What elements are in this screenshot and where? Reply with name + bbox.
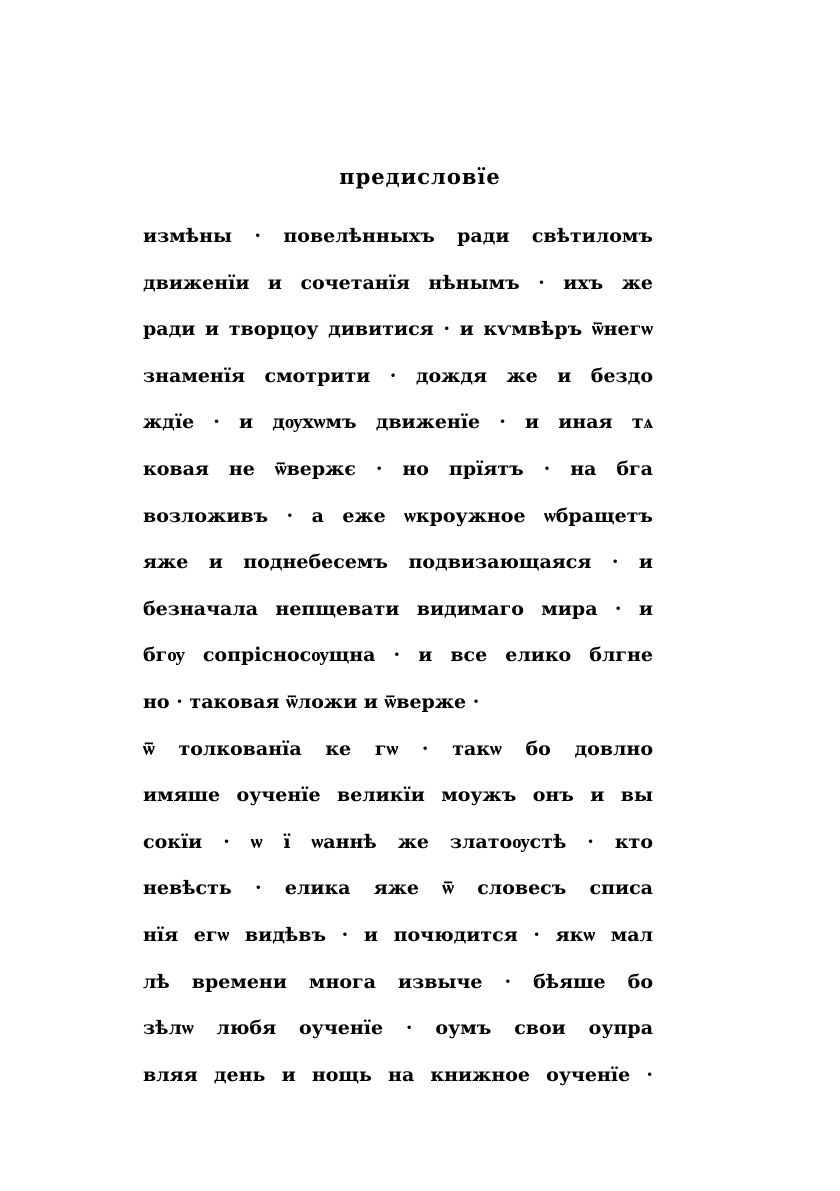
text-line: лѣ времени многа извыче · бѣяше бо xyxy=(143,970,653,993)
text-line: возложивъ · а еже ѡкроужное ѡбращетъ xyxy=(143,504,653,527)
text-line: ждїе · и дѹхѡмъ движенїе · и иная тѧ xyxy=(143,411,653,434)
text-line: нїя егѡ видѣвъ · и почюдится · якѡ мал xyxy=(143,923,653,946)
text-line: невѣсть · елика яже ѿ словесъ списа xyxy=(143,877,653,900)
text-line: имяше оученїе великїи моужъ онъ и вы xyxy=(143,784,653,807)
text-line: ради и творцоу дивитися · и кѵмвѣръ ѿнегѡ xyxy=(143,318,653,341)
text-line: знаменїя смотрити · дождя же и бездо xyxy=(143,364,653,387)
text-line: но · таковая ѿложи и ѿверже · xyxy=(143,690,480,713)
text-line: зѣлѡ любя оученїе · оумъ свои оупра xyxy=(143,1017,653,1040)
text-line: сокїи · ѡ ї ѡаннѣ же златоѹстѣ · кто xyxy=(143,830,653,853)
text-line: бгѹ сопрісносѹщна · и все елико блгне xyxy=(143,644,653,667)
body-text xyxy=(143,213,653,1098)
text-line: ковая не ѿвержє · но прїятъ · на бга xyxy=(143,457,653,480)
text-line: ѿ толкованїа ке гѡ · такѡ бо довлно xyxy=(143,737,653,760)
page-heading: предисловїе xyxy=(339,164,501,189)
text-line: движенїи и сочетанїя нѣнымъ · ихъ же xyxy=(143,271,653,294)
text-line: вляя день и нощь на книжное оученїе · xyxy=(143,1063,653,1086)
text-line: измѣны · повелѣнныхъ ради свѣтиломъ xyxy=(143,225,653,247)
text-line: яже и поднебесемъ подвизающаяся · и xyxy=(143,551,653,574)
text-line: безначала непщевати видимаго мира · и xyxy=(143,597,653,620)
